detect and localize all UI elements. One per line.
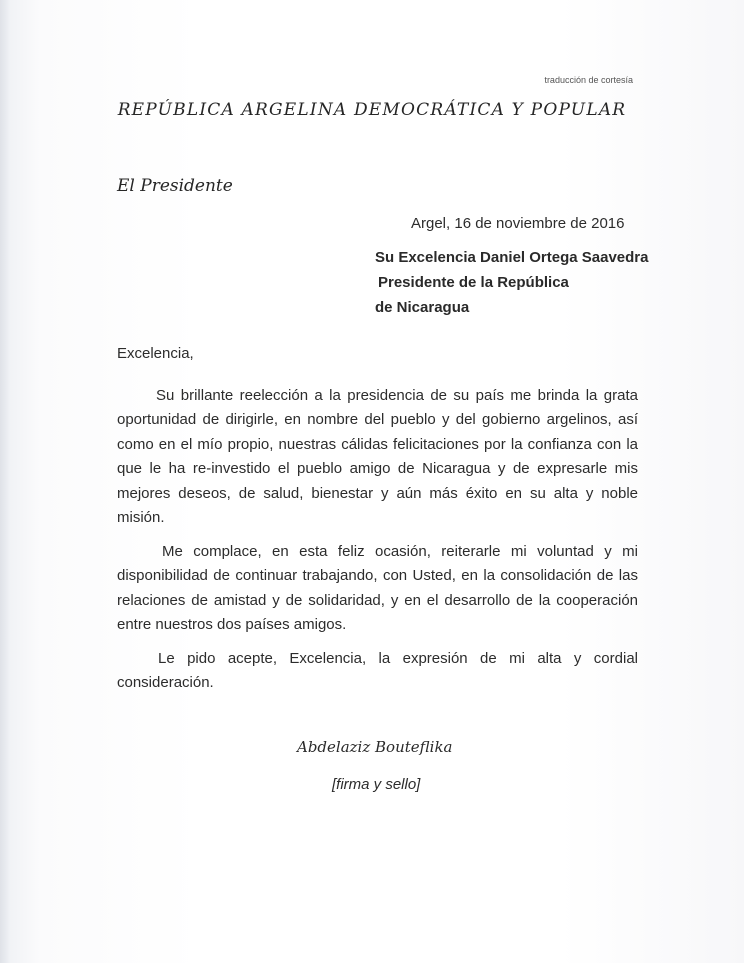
country-heading: REPÚBLICA ARGELINA DEMOCRÁTICA Y POPULAR: [117, 100, 627, 120]
body-paragraph-3: Le pido acepte, Excelencia, la expresión de mi alta y cordial consideración.: [117, 650, 638, 692]
recipient-line-3: de Nicaragua: [375, 299, 470, 316]
sender-title: El Presidente: [117, 176, 233, 196]
signer-name: Abdelaziz Bouteflika: [297, 738, 453, 756]
body-paragraph-1: Su brillante reelección a la presidencia de su país me brinda la grata oportunidad de dirigirle, en nombre del pueblo y del gobierno argelinos, así como en el mío propio, nuestras cálidas felicitaciones por la confianza con la que le ha re-investido el pueblo amigo de Nicaragua y de expresarle mis mejores deseos, de salud, bienestar y aún más éxito en su alta y noble misión.: [117, 387, 638, 527]
recipient-line-1: Su Excelencia Daniel Ortega Saavedra: [375, 249, 649, 266]
signature-seal-note: [firma y sello]: [332, 776, 421, 793]
date-line: Argel, 16 de noviembre de 2016: [411, 215, 625, 232]
recipient-line-2: Presidente de la República: [378, 274, 569, 291]
courtesy-translation-note: traducción de cortesía: [544, 75, 633, 85]
body-paragraph-2: Me complace, en esta feliz ocasión, reiterarle mi voluntad y mi disponibilidad de continuar trabajando, con Usted, en la consolidación de las relaciones de amistad y de solidaridad, y en el desarrollo de la cooperación entre nuestros dos países amigos.: [117, 543, 638, 634]
salutation: Excelencia,: [117, 345, 194, 362]
